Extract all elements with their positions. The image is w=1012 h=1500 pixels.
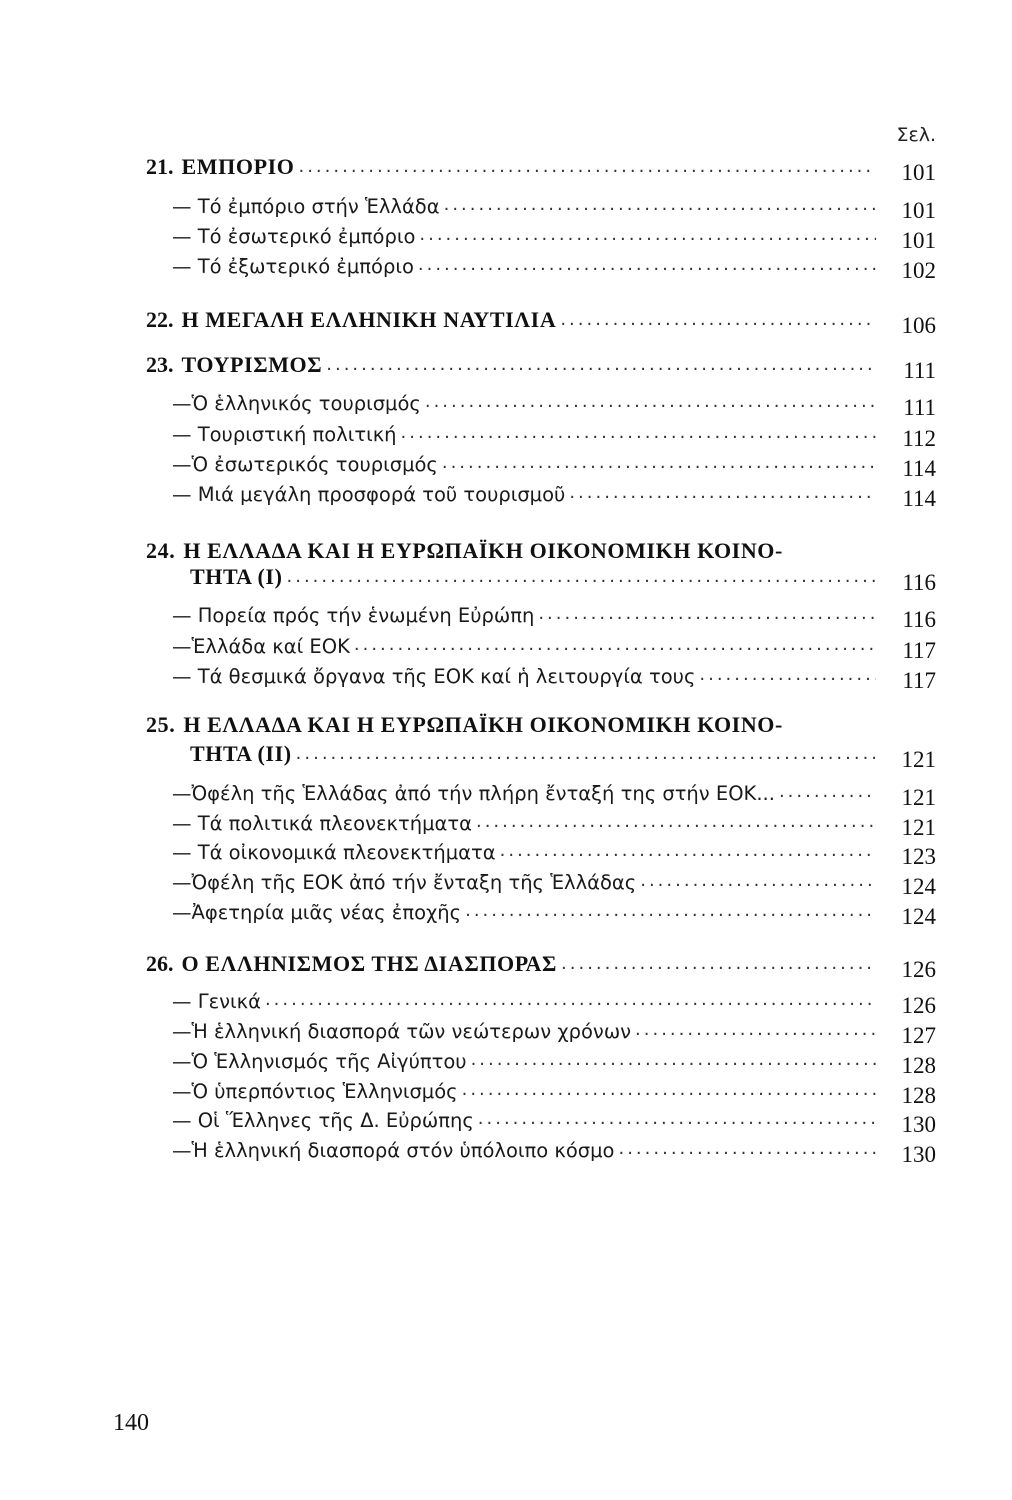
entry-title: — Τό ἐσωτερικό ἐμπόριο bbox=[172, 225, 416, 248]
section-title: ΕΜΠΟΡΙΟ bbox=[181, 154, 295, 179]
toc-entry bbox=[172, 1130, 936, 1167]
toc-entry bbox=[172, 246, 936, 283]
toc-section-22 bbox=[146, 301, 936, 338]
dot-leader bbox=[478, 1109, 876, 1132]
entry-title: — Οἱ Ἕλληνες τῆς Δ. Εὐρώπης bbox=[172, 1109, 474, 1132]
dot-leader bbox=[296, 744, 876, 767]
entry-title: —Ὁ ἐσωτερικός τουρισμός bbox=[172, 453, 438, 476]
dot-leader bbox=[779, 782, 876, 805]
dot-leader bbox=[401, 423, 876, 446]
dot-leader bbox=[538, 604, 876, 627]
toc-entry bbox=[172, 803, 936, 840]
entry-page: 124 bbox=[901, 904, 936, 929]
entry-title: —Ὁ ὑπερπόντιος Ἑλληνισμός bbox=[172, 1080, 458, 1103]
section-title-continued: ΤΗΤΑ (Ι) bbox=[190, 564, 283, 589]
toc-entry bbox=[172, 656, 936, 693]
entry-title: —Ὀφέλη τῆς Ἑλλάδας ἀπό τήν πλήρη ἔνταξή της στήν ΕΟΚ... bbox=[172, 782, 775, 805]
entry-page: 102 bbox=[901, 258, 936, 283]
toc-entry bbox=[172, 862, 936, 899]
entry-title: — Τά θεσμικά ὄργανα τῆς ΕΟΚ καί ἡ λειτουργία τους bbox=[172, 665, 696, 688]
entry-title: — Τουριστική πολιτική bbox=[172, 423, 397, 446]
entry-page: 114 bbox=[902, 456, 936, 481]
dot-leader bbox=[640, 871, 876, 894]
dot-leader bbox=[618, 1139, 876, 1162]
toc-section-25 bbox=[190, 735, 936, 772]
toc-entry bbox=[172, 474, 936, 511]
entry-page: 111 bbox=[903, 395, 936, 420]
entry-page: 117 bbox=[902, 638, 936, 663]
entry-page: 101 bbox=[901, 198, 936, 223]
toc-section-26 bbox=[146, 945, 936, 982]
section-title: Η ΕΛΛΑΔΑ ΚΑΙ Η ΕΥΡΩΠΑΪΚΗ ΟΙΚΟΝΟΜΙΚΗ ΚΟΙΝΟ- bbox=[183, 712, 783, 737]
toc-entry bbox=[172, 414, 936, 451]
toc-entry bbox=[172, 1041, 936, 1078]
entry-title: — Γενικά bbox=[172, 990, 261, 1013]
entry-title: — Πορεία πρός τήν ἑνωμένη Εὐρώπη bbox=[172, 604, 535, 627]
toc-section-24 bbox=[190, 558, 936, 595]
entry-page: 101 bbox=[901, 228, 936, 253]
toc-entry bbox=[172, 626, 936, 663]
dot-leader bbox=[465, 901, 876, 924]
entry-title: — Τό ἐμπόριο στήν Ἑλλάδα bbox=[172, 195, 440, 218]
entry-page: 128 bbox=[901, 1053, 936, 1078]
section-number: 24. bbox=[146, 538, 176, 563]
section-title: ΤΟΥΡΙΣΜΟΣ bbox=[181, 352, 323, 377]
section-number: 22. bbox=[146, 307, 174, 332]
section-number: 26. bbox=[146, 951, 174, 976]
entry-page: 127 bbox=[901, 1023, 936, 1048]
section-page: 126 bbox=[901, 957, 936, 982]
entry-page: 130 bbox=[901, 1112, 936, 1137]
entry-page: 128 bbox=[901, 1083, 936, 1108]
section-number: 25. bbox=[146, 712, 176, 737]
toc-entry bbox=[172, 832, 936, 869]
toc-entry bbox=[172, 595, 936, 632]
dot-leader bbox=[418, 255, 876, 278]
dot-leader bbox=[442, 453, 876, 476]
entry-page: 114 bbox=[902, 486, 936, 511]
entry-title: — Τό ἐξωτερικό ἐμπόριο bbox=[172, 255, 414, 278]
dot-leader bbox=[699, 665, 876, 688]
toc-entry bbox=[172, 444, 936, 481]
section-page: 121 bbox=[901, 747, 936, 772]
entry-page: 112 bbox=[902, 426, 936, 451]
entry-page: 124 bbox=[901, 874, 936, 899]
entry-page: 126 bbox=[901, 993, 936, 1018]
dot-leader bbox=[500, 841, 876, 864]
toc-entry bbox=[172, 1071, 936, 1108]
dot-leader bbox=[354, 635, 876, 658]
dot-leader bbox=[560, 310, 876, 333]
entry-page: 130 bbox=[901, 1142, 936, 1167]
entry-page: 121 bbox=[901, 815, 936, 840]
entry-page: 117 bbox=[902, 668, 936, 693]
entry-title: —Ἑλλάδα καί ΕΟΚ bbox=[172, 635, 350, 658]
entry-page: 121 bbox=[901, 785, 936, 810]
toc-entry bbox=[172, 892, 936, 929]
toc-entry bbox=[172, 383, 936, 420]
section-page: 116 bbox=[902, 570, 936, 595]
page-column-label: Σελ. bbox=[896, 124, 936, 146]
entry-title: —Ὀφέλη τῆς ΕΟΚ ἀπό τήν ἔνταξη τῆς Ἑλλάδας bbox=[172, 871, 637, 894]
toc-entry bbox=[172, 1011, 936, 1048]
dot-leader bbox=[635, 1020, 876, 1043]
entry-title: — Τά πολιτικά πλεονεκτήματα bbox=[172, 812, 472, 835]
dot-leader bbox=[471, 1050, 876, 1073]
toc-entry bbox=[172, 216, 936, 253]
section-title: Η ΜΕΓΑΛΗ ΕΛΛΗΝΙΚΗ ΝΑΥΤΙΛΙΑ bbox=[181, 307, 557, 332]
entry-title: —Ἀφετηρία μιᾶς νέας ἐποχῆς bbox=[172, 901, 462, 924]
section-title: Η ΕΛΛΑΔΑ ΚΑΙ Η ΕΥΡΩΠΑΪΚΗ ΟΙΚΟΝΟΜΙΚΗ ΚΟΙΝΟ- bbox=[183, 538, 783, 563]
toc-entry bbox=[172, 186, 936, 223]
entry-title: —Ὁ ἑλληνικός τουρισμός bbox=[172, 392, 421, 415]
section-page: 111 bbox=[903, 358, 936, 383]
dot-leader bbox=[298, 157, 876, 180]
section-page: 106 bbox=[901, 313, 936, 338]
entry-title: — Μιά μεγάλη προσφορά τοῦ τουρισμοῦ bbox=[172, 483, 566, 506]
dot-leader bbox=[444, 195, 876, 218]
entry-title: —Ἡ ἑλληνική διασπορά στόν ὑπόλοιπο κόσμο bbox=[172, 1139, 615, 1162]
entry-title: — Τά οἰκονομικά πλεονεκτήματα bbox=[172, 841, 496, 864]
section-title-continued: ΤΗΤΑ (ΙΙ) bbox=[190, 741, 292, 766]
section-title: Ο ΕΛΛΗΝΙΣΜΟΣ ΤΗΣ ΔΙΑΣΠΟΡΑΣ bbox=[181, 951, 558, 976]
page-number: 140 bbox=[113, 1410, 149, 1436]
section-number: 21. bbox=[146, 154, 174, 179]
dot-leader bbox=[419, 225, 876, 248]
dot-leader bbox=[569, 483, 876, 506]
toc-section-23 bbox=[146, 346, 936, 383]
entry-title: —Ἡ ἑλληνική διασπορά τῶν νεώτερων χρόνων bbox=[172, 1020, 632, 1043]
toc-entry bbox=[172, 981, 936, 1018]
dot-leader bbox=[287, 567, 876, 590]
entry-title: —Ὁ Ἑλληνισμός τῆς Αἰγύπτου bbox=[172, 1050, 467, 1073]
entry-page: 123 bbox=[901, 844, 936, 869]
toc-entry bbox=[172, 773, 936, 810]
entry-page: 116 bbox=[902, 607, 936, 632]
dot-leader bbox=[561, 954, 876, 977]
section-page: 101 bbox=[901, 160, 936, 185]
section-number: 23. bbox=[146, 352, 174, 377]
toc-entry bbox=[172, 1100, 936, 1137]
dot-leader bbox=[265, 990, 876, 1013]
dot-leader bbox=[425, 392, 876, 415]
dot-leader bbox=[326, 355, 876, 378]
toc-section-21 bbox=[146, 148, 936, 185]
